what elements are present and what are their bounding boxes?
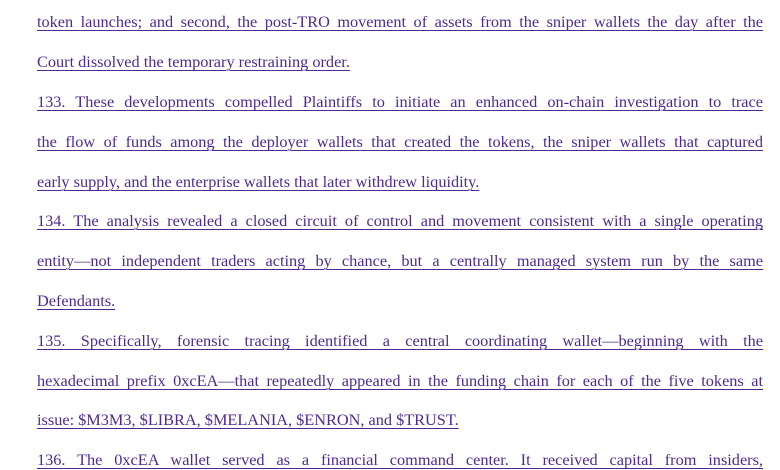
paragraph-136-line-1: 136. The 0xcEA wallet served as a financial command center. It received capital from insiders, [37, 450, 763, 469]
paragraph-135-line-3: issue: $M3M3, $LIBRA, $MELANIA, $ENRON, and $TRUST. [37, 410, 459, 429]
paragraph-135-line-2: hexadecimal prefix 0xcEA—that repeatedly appeared in the funding chain for each of the five tokens at [37, 371, 763, 390]
paragraph-132-line-1: token launches; and second, the post-TRO movement of assets from the sniper wallets the day after the [37, 12, 763, 31]
paragraph-133-line-1: 133. These developments compelled Plaintiffs to initiate an enhanced on-chain investigation to trace [37, 92, 763, 111]
paragraph-132-line-2: Court dissolved the temporary restraining order. [37, 52, 350, 71]
paragraph-134-line-1: 134. The analysis revealed a closed circuit of control and movement consistent with a single operating [37, 211, 763, 230]
paragraph-134-line-3: Defendants. [37, 291, 116, 310]
paragraph-133-line-2: the flow of funds among the deployer wallets that created the tokens, the sniper wallets that captured [37, 132, 763, 151]
paragraph-135-line-1: 135. Specifically, forensic tracing identified a central coordinating wallet—beginning with the [37, 331, 763, 350]
paragraph-134-line-2: entity—not independent traders acting by chance, but a centrally managed system run by the same [37, 251, 763, 270]
paragraph-133-line-3: early supply, and the enterprise wallets that later withdrew liquidity. [37, 172, 480, 191]
